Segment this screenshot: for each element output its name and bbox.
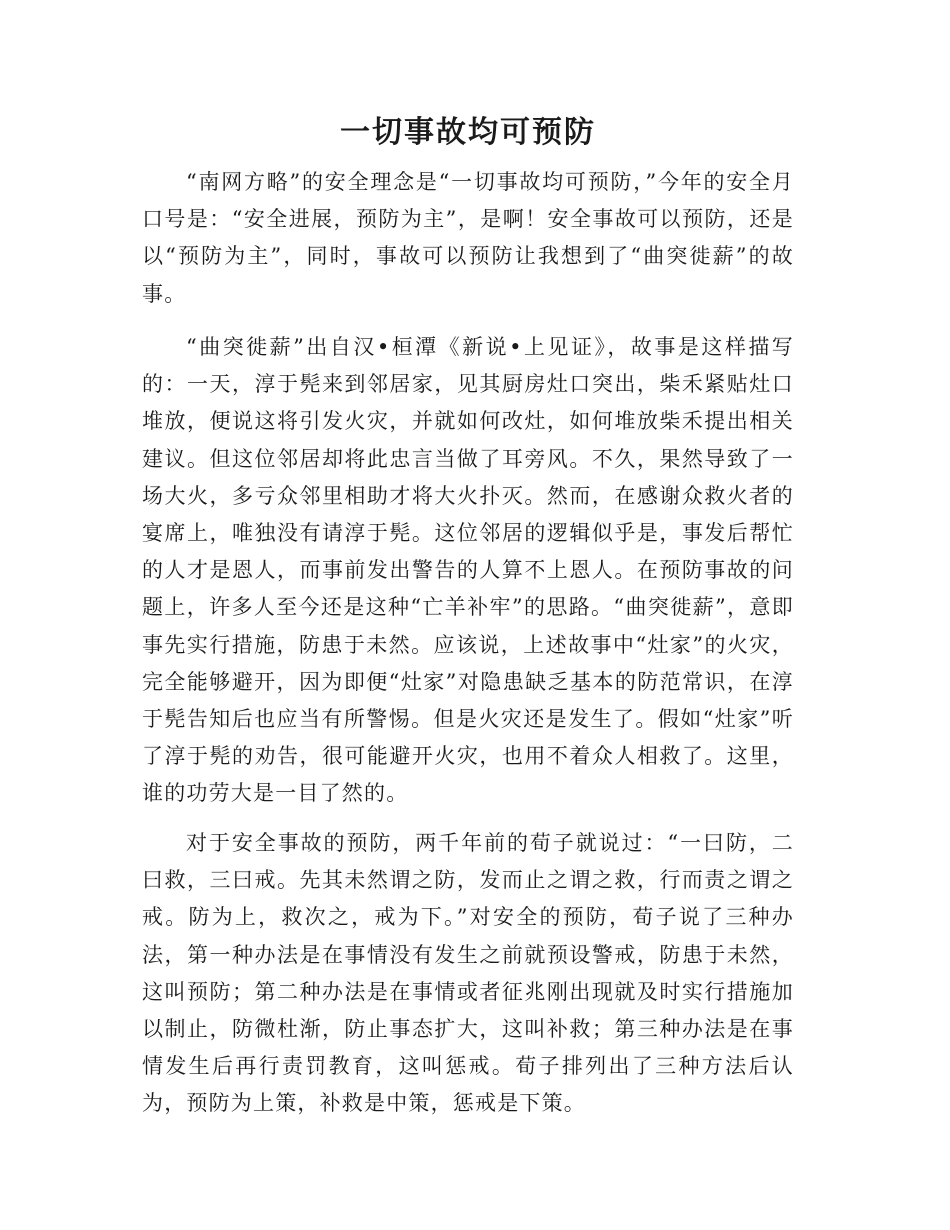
paragraph-2: “曲突徙薪”出自汉•桓潭《新说•上见证》，故事是这样描写的：一天，淳于髡来到邻居家，见其厨房灶口突出，柴禾紧贴灶口堆放，便说这将引发火灾，并就如何改灶，如何堆放柴禾提出相关建议。但这位邻居却将此忠言当做了耳旁风。不久，果然导致了一场大火，多亏众邻里相助才将大火扑灭。然而，在感谢众救火者的宴席上，唯独没有请淳于髡。这位邻居的逻辑似乎是，事发后帮忙的人才是恩人，而事前发出警告的人算不上恩人。在预防事故的问题上，许多人至今还是这种“亡羊补牢”的思路。“曲突徙薪”，意即事先实行措施，防患于未然。应该说，上述故事中“灶家”的火灾，完全能够避开，因为即便“灶家”对隐患缺乏基本的防范常识，在淳于髡告知后也应当有所警惕。但是火灾还是发生了。假如“灶家”听了淳于髡的劝告，很可能避开火灾，也用不着众人相救了。这里，谁的功劳大是一目了然的。	[142, 335, 794, 806]
document-title: 一切事故均可预防	[340, 115, 596, 150]
paragraph-3: 对于安全事故的预防，两千年前的荀子就说过：“一曰防，二曰救，三曰戒。先其未然谓之防，发而止之谓之救，行而责之谓之戒。防为上，救次之，戒为下。”对安全的预防，荀子说了三种办法，第一种办法是在事情没有发生之前就预设警戒，防患于未然，这叫预防；第二种办法是在事情或者征兆刚出现就及时实行措施加以制止，防微杜渐，防止事态扩大，这叫补救；第三种办法是在事情发生后再行责罚教育，这叫惩戒。荀子排列出了三种方法后认为，预防为上策，补救是中策，惩戒是下策。	[142, 831, 794, 1116]
paragraph-1: “南网方略”的安全理念是“一切事故均可预防，”今年的安全月口号是：“安全进展，预防为主”，是啊！安全事故可以预防，还是以“预防为主”，同时，事故可以预防让我想到了“曲突徙薪”的故事。	[142, 170, 794, 306]
